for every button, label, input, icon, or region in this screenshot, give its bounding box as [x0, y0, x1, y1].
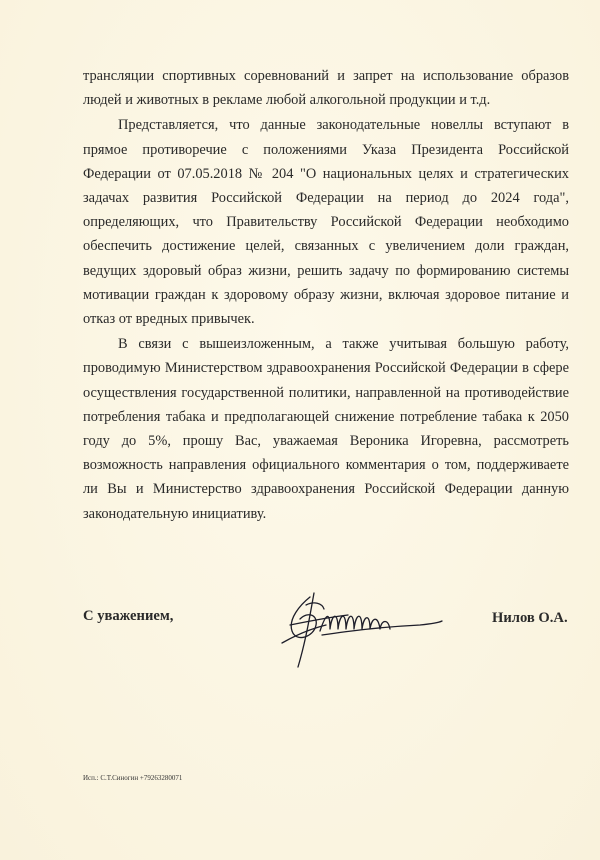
handwritten-signature [270, 585, 450, 675]
paragraph-request: В связи с вышеизложенным, а также учитывая большую работу, проводимую Министерством здравоохранения Российской Федерации в сфере осуществления государственной политики, направленной на противодействие потребления табака и предполагающей снижение потребление табака к 2050 году до 5%, прошу Вас, уважаемая Вероника Игоревна, рассмотреть возможность направления официального комментария о том, поддерживаете ли Вы и Министерство здравоохранения Российской Федерации данную законодательную инициативу. [83, 336, 569, 522]
paragraph-continuation: трансляции спортивных соревнований и запрет на использование образов людей и животных в рекламе любой алкогольной продукции и т.д. [83, 68, 569, 109]
closing-salutation: С уважением, [83, 608, 174, 624]
paragraph-contradiction: Представляется, что данные законодательные новеллы вступают в прямое противоречие с положениями Указа Президента Российской Федерации от 07.05.2018 № 204 "О национальных целях и стратегических задачах развития Российской Федерации на период до 2024 года", определяющих, что Правительству Российской Федерации необходимо обеспечить достижение целей, связанных с увеличением доли граждан, ведущих здоровый образ жизни, решить задачу по формированию системы мотивации граждан к здоровому образу жизни, включая здоровое питание и отказ от вредных привычек. [83, 117, 569, 328]
executor-contact: Исп.: С.Т.Синогин +79263280071 [83, 774, 183, 782]
letter-body [83, 64, 569, 526]
signer-name: Нилов О.А. [492, 610, 568, 626]
